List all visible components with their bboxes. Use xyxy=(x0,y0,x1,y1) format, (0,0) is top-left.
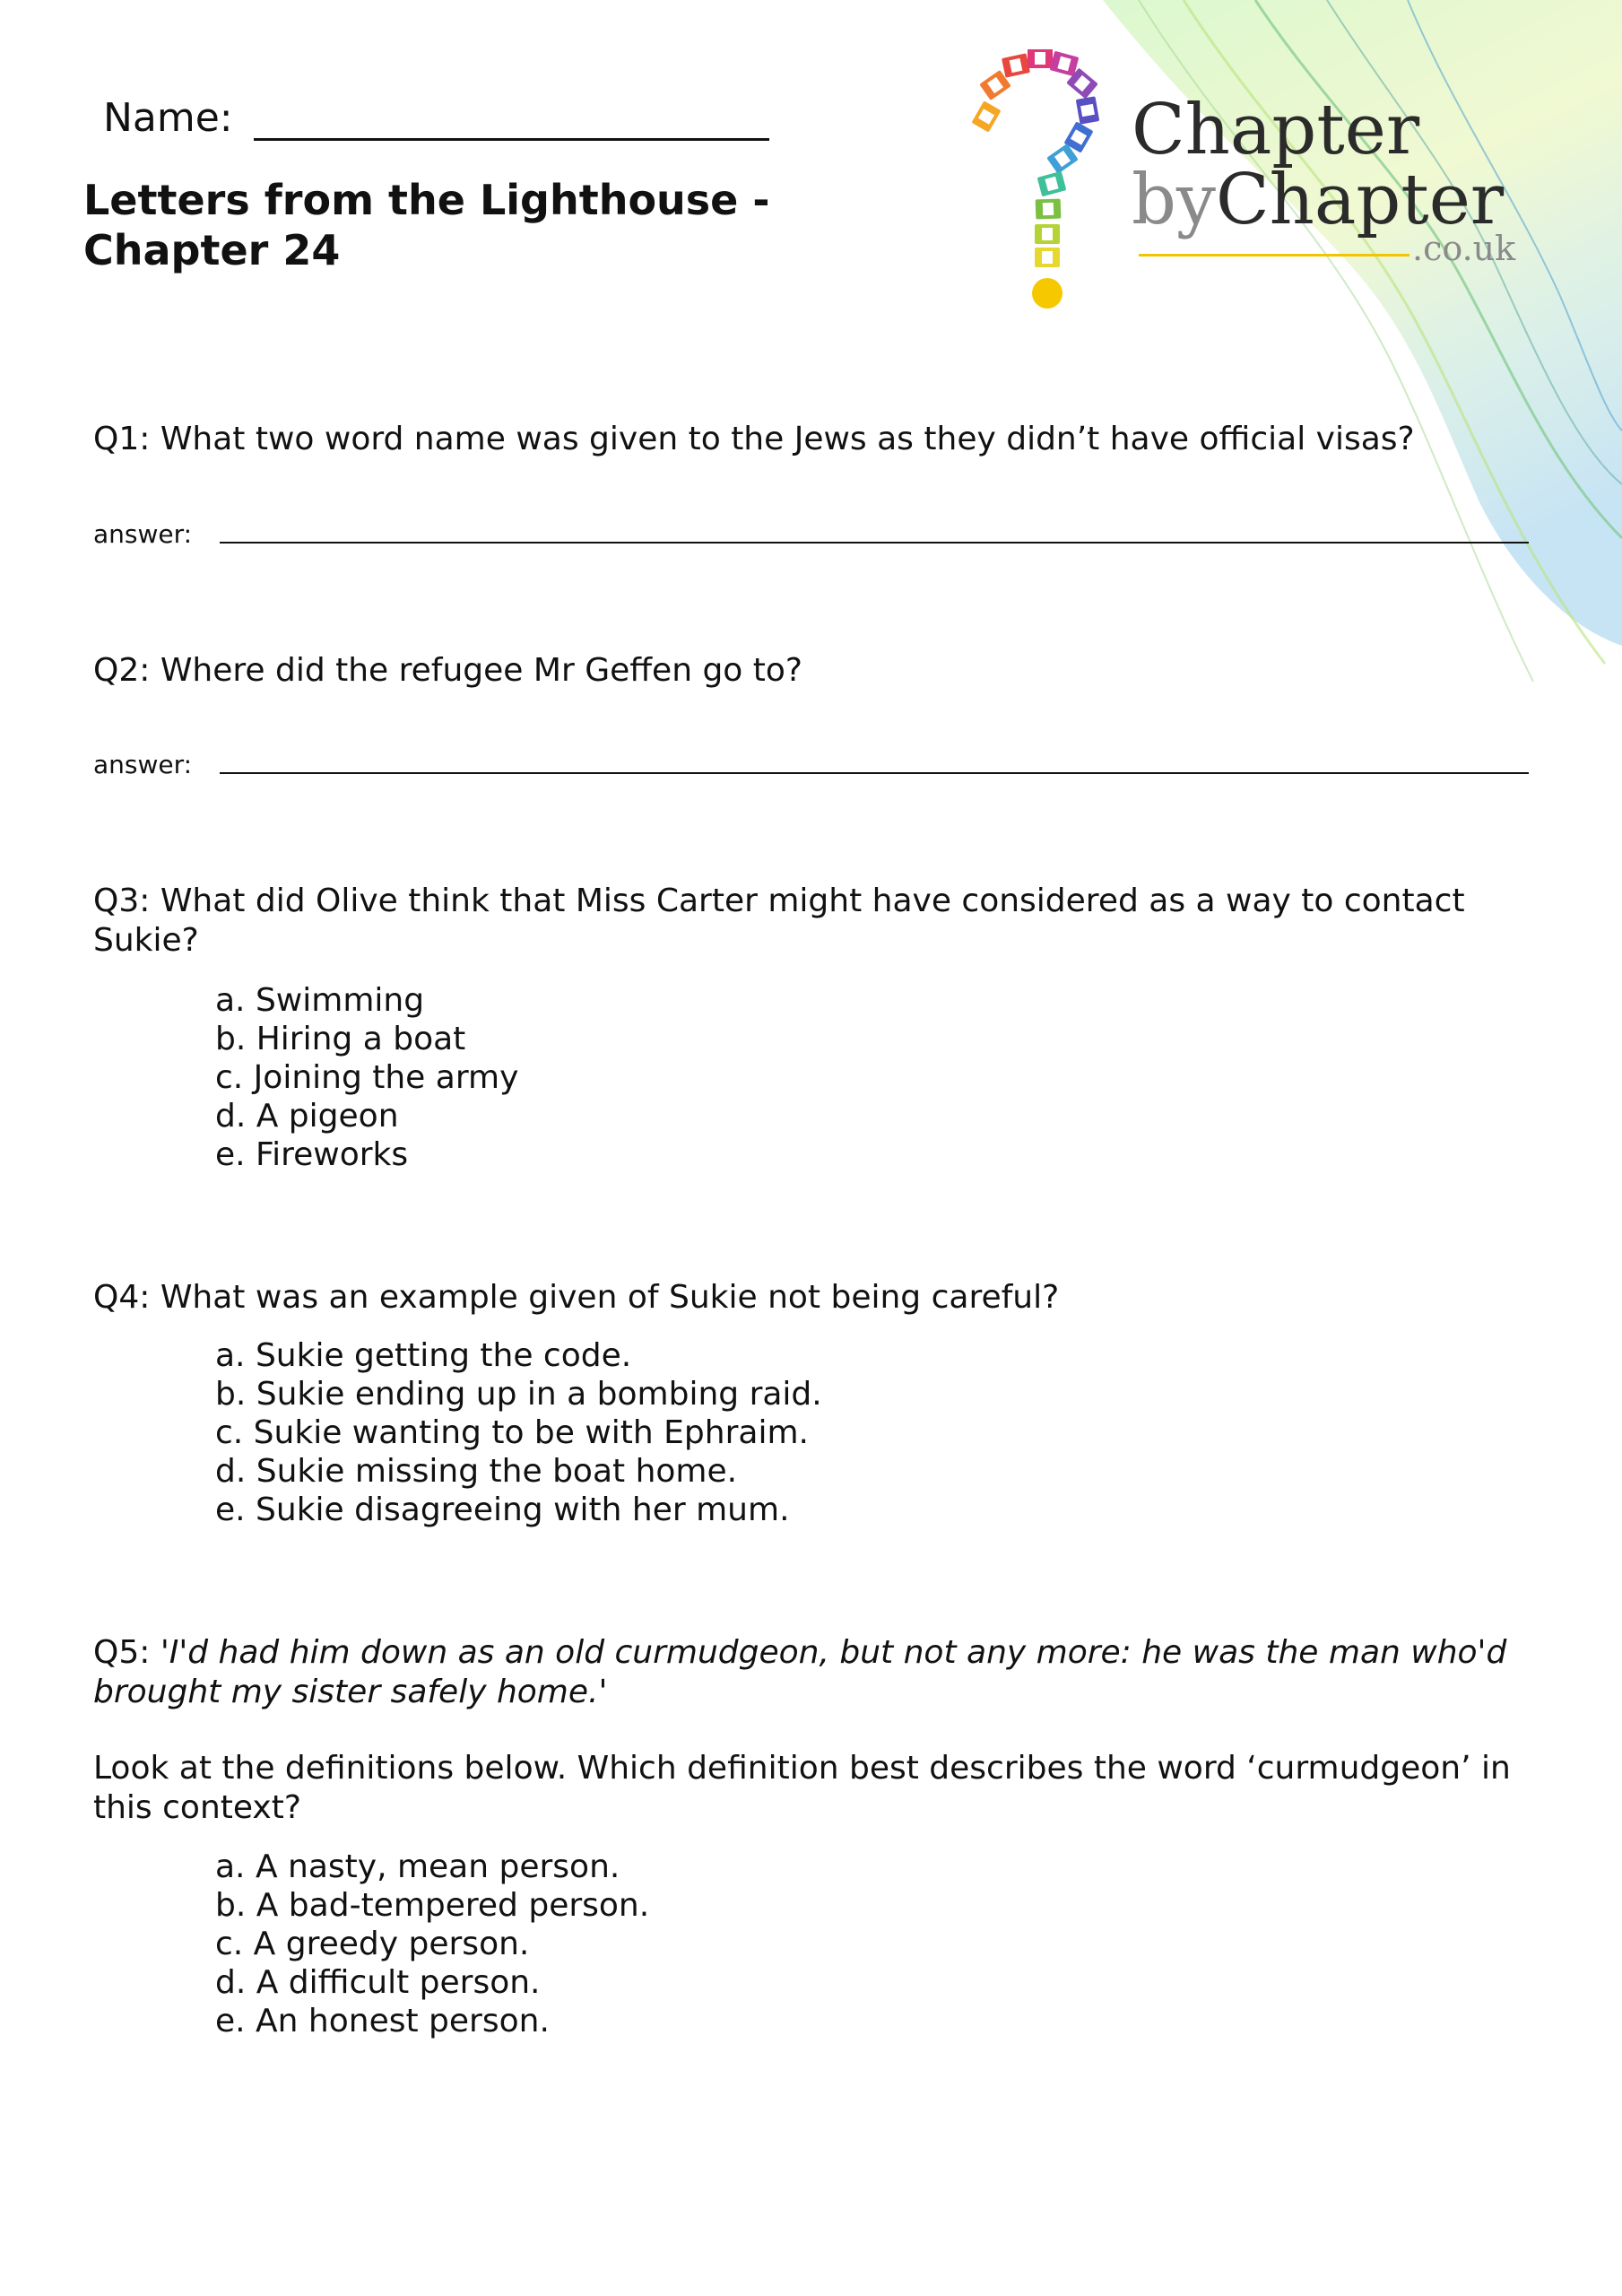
question-4: Q4: What was an example given of Sukie not being careful? xyxy=(93,1279,1060,1316)
question-4-options xyxy=(215,1336,822,1529)
logo-by: by xyxy=(1132,160,1216,240)
option-e: e. Fireworks xyxy=(215,1136,409,1173)
logo-book-mark xyxy=(974,103,999,130)
logo-book-mark xyxy=(1052,53,1077,74)
question-5: Look at the definitions below. Which definition best describes the word ‘curmudgeon’ in this context? xyxy=(93,1750,1511,1826)
logo-book-mark xyxy=(982,73,1009,99)
question-5-options xyxy=(215,1848,649,2040)
logo-books-icon xyxy=(964,49,1130,318)
option-a: a. A nasty, mean person. xyxy=(215,1848,620,1885)
logo-book-mark xyxy=(1029,50,1051,66)
logo-wordmark-line1: Chapter xyxy=(1132,90,1420,170)
option-e: e. An honest person. xyxy=(215,2003,550,2039)
logo-domain: .co.uk xyxy=(1412,229,1516,268)
question-3-options xyxy=(215,981,518,1174)
option-d: d. A pigeon xyxy=(215,1098,399,1135)
logo-book-mark xyxy=(1078,99,1097,123)
question-5-quote xyxy=(93,1633,1546,1712)
option-b: b. A bad-tempered person. xyxy=(215,1887,650,1924)
logo-book-mark xyxy=(1037,201,1060,218)
question-3: Q3: What did Olive think that Miss Carter might have considered as a way to contact Sukie? xyxy=(93,883,1465,959)
option-c: c. A greedy person. xyxy=(215,1926,530,1962)
option-e: e. Sukie disagreeing with her mum. xyxy=(215,1492,790,1528)
option-c: c. Sukie wanting to be with Ephraim. xyxy=(215,1414,809,1451)
logo-dot xyxy=(1032,278,1063,309)
answer-label-2: answer: xyxy=(93,750,193,779)
option-a: a. Swimming xyxy=(215,982,425,1019)
logo-book-mark xyxy=(1037,249,1058,265)
option-b: b. Hiring a boat xyxy=(215,1021,466,1057)
question-5-prefix: Q5: xyxy=(93,1634,160,1671)
quote-text: 'I'd had him down as an old curmudgeon, but not any more: he was the man who'd brought my sister safely home.' xyxy=(93,1634,1507,1710)
answer-label-1: answer: xyxy=(93,519,193,549)
question-2: Q2: Where did the refugee Mr Geffen go to? xyxy=(93,652,803,689)
logo-book-mark xyxy=(1037,226,1058,242)
logo-book-mark xyxy=(1049,146,1076,172)
answer-line-1[interactable] xyxy=(220,542,1529,544)
option-d: d. Sukie missing the boat home. xyxy=(215,1453,738,1490)
answer-line-2[interactable] xyxy=(220,772,1529,774)
logo-book-mark xyxy=(1003,56,1028,76)
worksheet-title: Letters from the Lighthouse - Chapter 24 xyxy=(83,176,770,274)
logo-book-mark xyxy=(1066,124,1091,151)
name-field-line[interactable] xyxy=(254,138,769,141)
question-1: Q1: What two word name was given to the Jews as they didn’t have official visas? xyxy=(93,421,1415,457)
name-label: Name: xyxy=(103,95,233,141)
logo-underline xyxy=(1139,254,1409,257)
option-a: a. Sukie getting the code. xyxy=(215,1337,632,1374)
option-c: c. Joining the army xyxy=(215,1059,519,1096)
logo-chapter: Chapter xyxy=(1216,160,1505,240)
option-d: d. A difficult person. xyxy=(215,1964,541,2001)
logo-book-mark xyxy=(1039,173,1064,195)
option-b: b. Sukie ending up in a bombing raid. xyxy=(215,1376,822,1413)
